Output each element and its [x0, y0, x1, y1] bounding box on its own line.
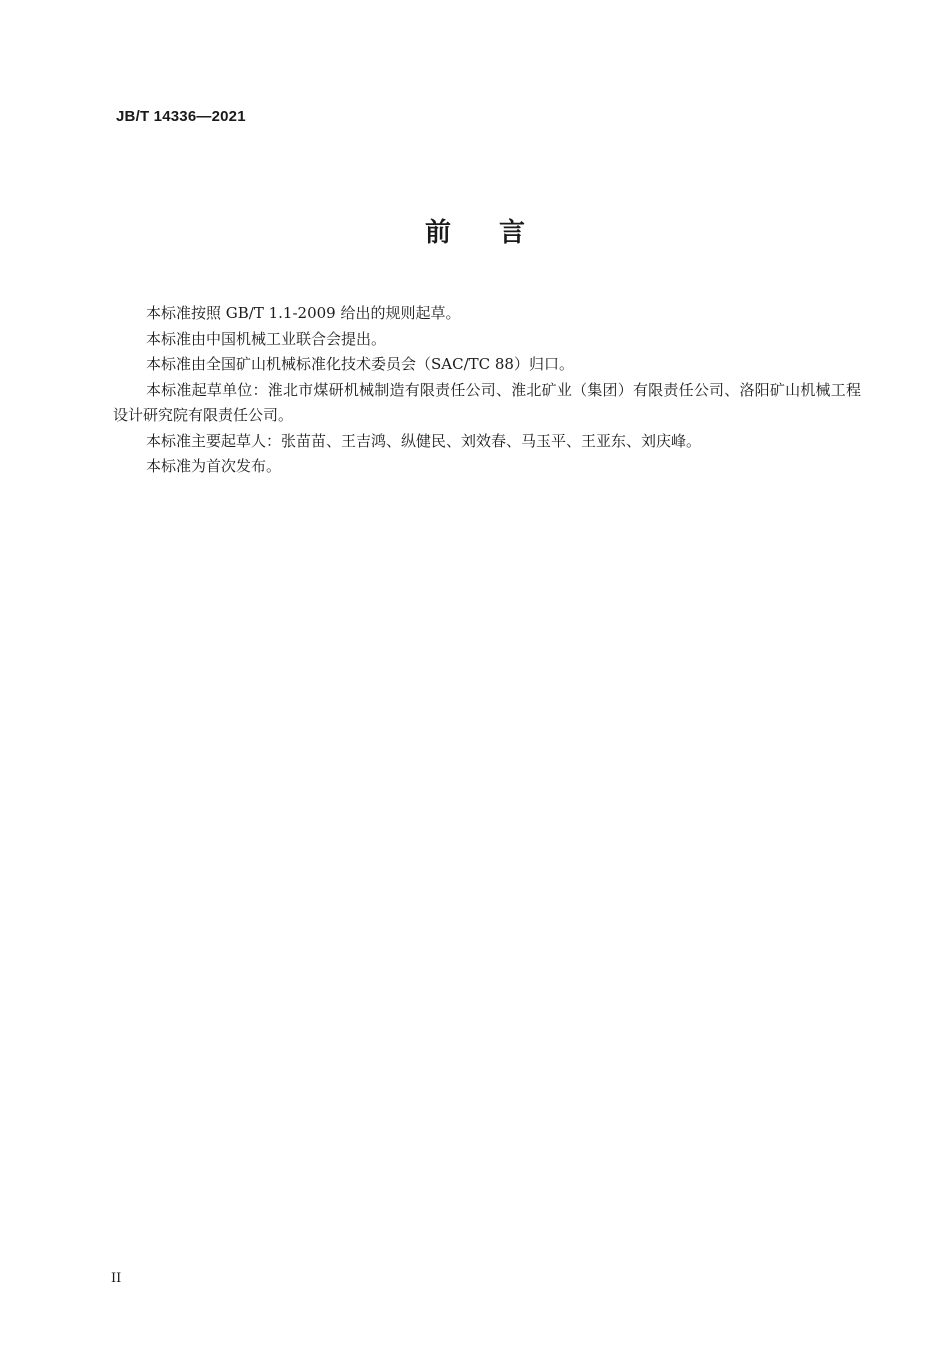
paragraph-technical-committee: 本标准由全国矿山机械标准化技术委员会（SAC/TC 88）归口。 [146, 355, 574, 373]
paragraph-first-release: 本标准为首次发布。 [146, 457, 282, 475]
title-char-1: 前 [424, 218, 451, 248]
paragraph-drafters: 本标准主要起草人：张苗苗、王吉鸿、纵健民、刘效春、马玉平、王亚东、刘庆峰。 [146, 431, 702, 450]
page-number: II [111, 1271, 122, 1286]
paragraph-drafting-organizations: 本标准起草单位：淮北市煤研机械制造有限责任公司、淮北矿业（集团）有限责任公司、洛阳矿山机械工程设计研究院有限责任公司。 [113, 380, 861, 424]
title-char-2: 言 [499, 218, 526, 248]
page-title [0, 212, 950, 249]
paragraph-drafting-rules: 本标准按照 GB/T 1.1-2009 给出的规则起草。 [146, 304, 461, 322]
foreword-body [113, 301, 861, 480]
standard-code: JB/T 14336—2021 [116, 108, 246, 125]
paragraph-proposer: 本标准由中国机械工业联合会提出。 [146, 329, 387, 348]
